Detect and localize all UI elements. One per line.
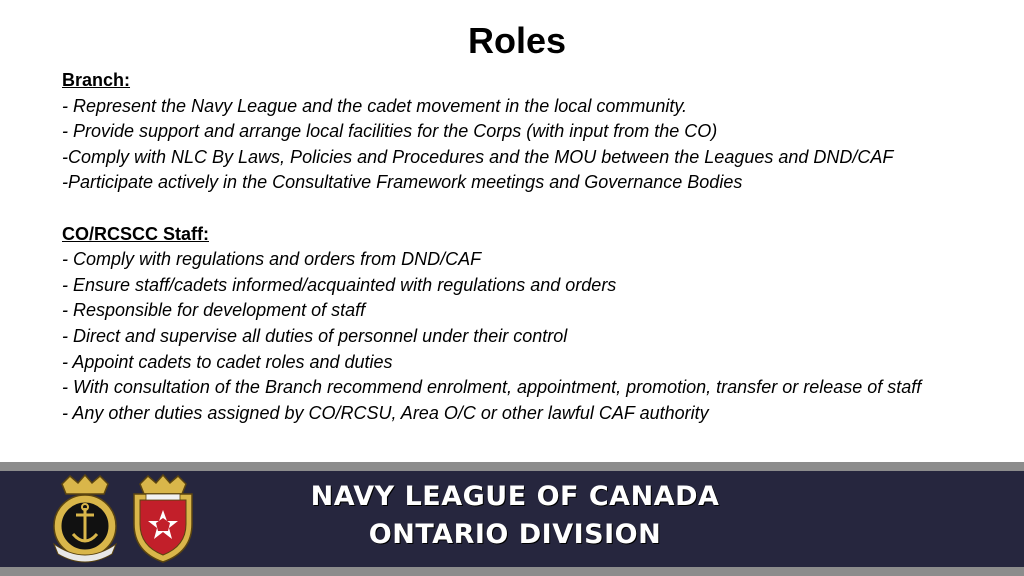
staff-item: - Comply with regulations and orders from DND/CAF: [62, 249, 482, 270]
ontario-division-crest-icon: [126, 474, 200, 564]
branch-item: - Provide support and arrange local facilities for the Corps (with input from the CO): [62, 121, 718, 142]
staff-item: - Ensure staff/cadets informed/acquainted with regulations and orders: [62, 274, 617, 295]
staff-item: - Responsible for development of staff: [62, 300, 366, 321]
roles-content: [62, 68, 982, 426]
branch-heading: Branch:: [62, 70, 131, 90]
branch-item: -Participate actively in the Consultative Framework meetings and Governance Bodies: [62, 172, 743, 193]
staff-item: - With consultation of the Branch recommend enrolment, appointment, promotion, transfer or release of staff: [62, 377, 922, 398]
footer-title: NAVY LEAGUE OF CANADA: [310, 481, 720, 512]
section-gap: [62, 196, 982, 222]
branch-item: - Represent the Navy League and the cadet movement in the local community.: [62, 95, 688, 116]
footer-top-band: [0, 462, 1024, 471]
staff-item: - Appoint cadets to cadet roles and duties: [62, 351, 393, 372]
staff-item: - Any other duties assigned by CO/RCSU, Area O/C or other lawful CAF authority: [62, 402, 709, 423]
staff-heading: CO/RCSCC Staff:: [62, 223, 209, 244]
navy-league-cadets-crest-icon: [48, 474, 122, 564]
branch-item: -Comply with NLC By Laws, Policies and Procedures and the MOU between the Leagues and DND/CAF: [62, 146, 894, 167]
staff-item: - Direct and supervise all duties of personnel under their control: [62, 325, 568, 346]
page-title: Roles: [467, 20, 567, 61]
footer-subtitle: ONTARIO DIVISION: [368, 519, 662, 550]
footer-bottom-band: [0, 567, 1024, 576]
